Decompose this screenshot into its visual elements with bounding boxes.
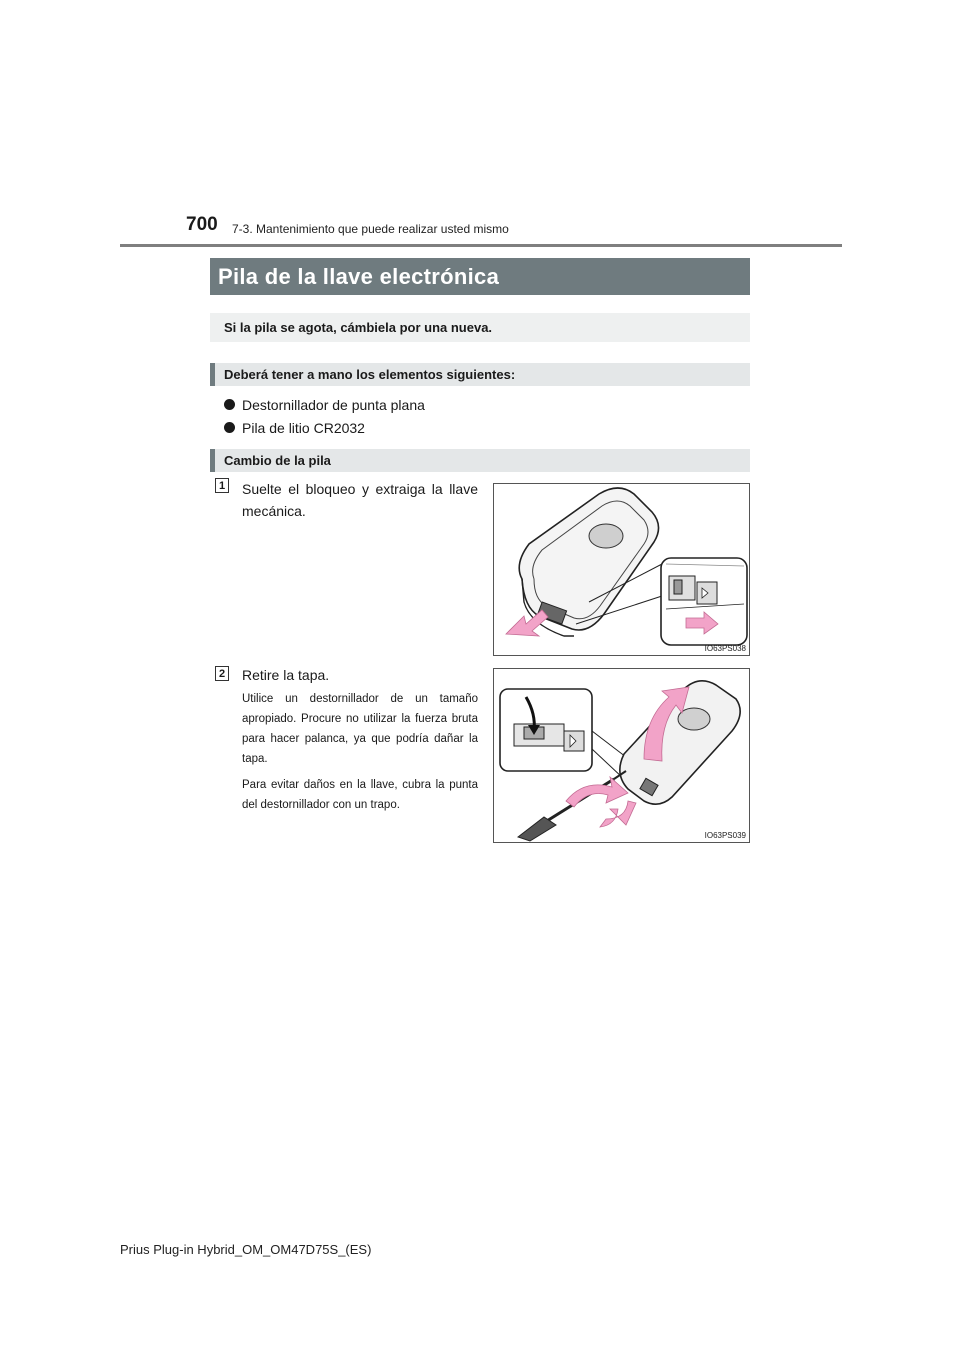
page-title: Pila de la llave electrónica <box>210 258 750 295</box>
step-note: Para evitar daños en la llave, cubra la punta del destornillador con un trapo. <box>242 779 478 811</box>
bullet-icon <box>224 399 235 410</box>
step-1-text: Suelte el bloqueo y extraiga la llave mecánica. <box>242 481 478 519</box>
key-fob-illustration <box>494 484 749 655</box>
section-heading-change: Cambio de la pila <box>210 449 750 472</box>
figure-cover-removal <box>493 668 750 843</box>
step-number-badge: 1 <box>215 478 229 493</box>
rotate-arrow-icon <box>600 801 636 827</box>
list-item: Pila de litio CR2032 <box>224 416 425 439</box>
rotate-arrow-icon <box>566 777 628 807</box>
page-number: 700 <box>186 214 218 235</box>
list-item: Destornillador de punta plana <box>224 393 425 416</box>
cover-removal-illustration <box>494 669 749 842</box>
bullet-icon <box>224 422 235 433</box>
zoom-inset <box>500 689 592 771</box>
figure-code: IO63PS039 <box>704 831 746 840</box>
footer-doc-id: Prius Plug-in Hybrid_OM_OM47D75S_(ES) <box>120 1242 372 1257</box>
step-2-notes <box>242 689 478 821</box>
step-note: Utilice un destornillador de un tamaño apropiado. Procure no utilizar la fuerza bruta para hacer palanca, ya que podría dañar la tapa. <box>242 693 478 765</box>
figure-code: IO63PS038 <box>704 644 746 653</box>
arrow-left-icon <box>506 610 548 636</box>
section-heading-items: Deberá tener a mano los elementos siguientes: <box>210 363 750 386</box>
header-rule <box>120 244 842 247</box>
items-list <box>224 393 425 439</box>
zoom-inset <box>661 558 747 645</box>
figure-key-release <box>493 483 750 656</box>
step-number-badge: 2 <box>215 666 229 681</box>
intro-box: Si la pila se agota, cámbiela por una nueva. <box>210 313 750 342</box>
chapter-header: 7-3. Mantenimiento que puede realizar usted mismo <box>232 222 509 236</box>
step-2-text: Retire la tapa. <box>242 667 330 683</box>
